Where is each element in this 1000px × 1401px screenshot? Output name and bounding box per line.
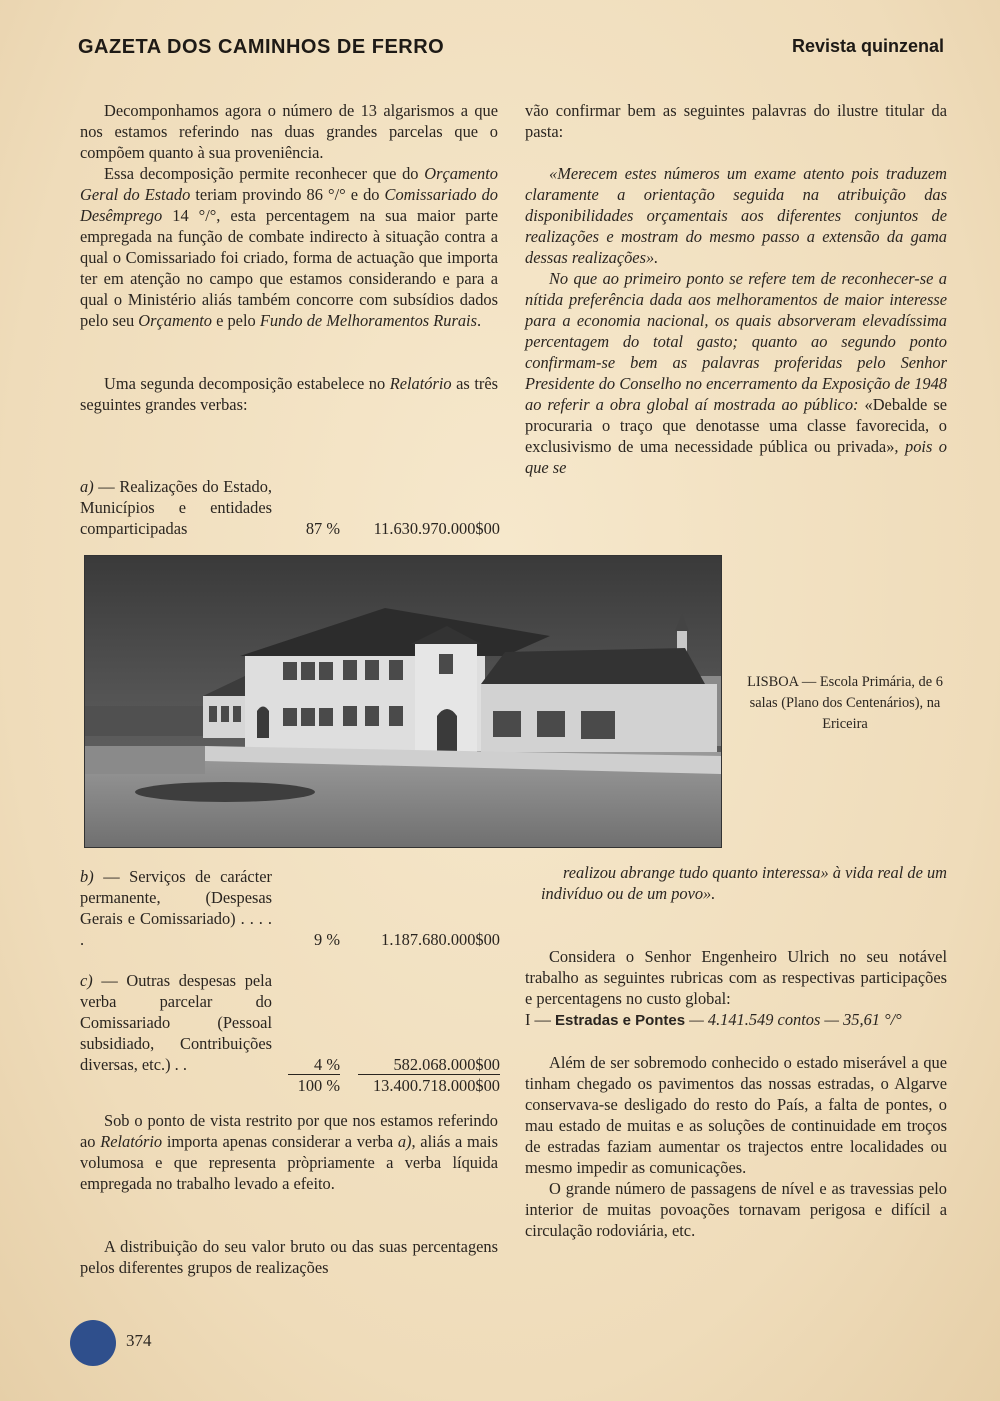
- verba-percent: 4 %: [314, 1055, 340, 1074]
- quote-paragraph: «Merecem estes números um exame atento pois traduzem claramente a orientação seguida na atribuição das disponibilidades orçamentais aos diferentes conjuntos de realizações e mostram do mesmo passo a extensão da gama dessas realizações».: [525, 164, 947, 267]
- total-value: 13.400.718.000$00: [372, 1076, 500, 1095]
- verba-b: [80, 866, 500, 950]
- paragraph: Decomponhamos agora o número de 13 algarismos a que nos estamos referindo nas duas grandes parcelas que o compõem quanto à sua proveniência.: [80, 101, 498, 162]
- paragraph: Considera o Senhor Engenheiro Ulrich no seu notável trabalho as seguintes rubricas com as respectivas participações e percentagens no custo global:: [525, 947, 947, 1008]
- paragraph: Essa decomposição permite reconhecer que do Orçamento Geral do Estado teriam provindo 86 °/° e do Comissariado do Desêmprego 14 °/°, esta percentagem na sua maior parte empregada na função de combate indirecto à situação contra a qual o Comissariado foi criado, forma de actuação que importa ter em atenção no campo que estamos considerando e para a qual o Ministério aliás também concorre com subsídios dados pelo seu Orçamento e pelo Fundo de Melhoramentos Rurais.: [80, 164, 498, 330]
- sum-rule: [358, 1074, 500, 1075]
- verba-label: a) — Realizações do Estado, Municípios e entidades comparticipadas: [80, 477, 272, 538]
- verba-value: 1.187.680.000$00: [381, 930, 500, 949]
- paragraph: O grande número de passagens de nível e as travessias pelo interior de muitas povoações tornavam perigosa e difícil a circulação rodoviária, etc.: [525, 1179, 947, 1240]
- verba-a: [80, 476, 500, 539]
- section-heading: I — Estradas e Pontes — 4.141.549 contos — 35,61 °/°: [525, 1010, 902, 1029]
- verba-label: c) — Outras despesas pela verba parcelar do Comissariado (Pessoal subsidiado, Contribuições diversas, etc.) . .: [80, 971, 272, 1074]
- right-column-bottom: [525, 862, 947, 1241]
- photo-caption: LISBOA — Escola Primária, de 6 salas (Plano dos Centenários), na Ericeira: [747, 674, 943, 732]
- paragraph: A distribuição do seu valor bruto ou das suas percentagens pelos diferentes grupos de realizações: [80, 1237, 498, 1277]
- page-number: 374: [126, 1331, 152, 1350]
- verba-percent: 9 %: [314, 930, 340, 949]
- verba-value: 582.068.000$00: [393, 1055, 500, 1074]
- page-marker-dot: [70, 1320, 116, 1366]
- school-photo: [84, 555, 722, 848]
- paragraph: vão confirmar bem as seguintes palavras do ilustre titular da pasta:: [525, 101, 947, 141]
- paragraph: No que ao primeiro ponto se refere tem de reconhecer-se a nítida preferência dada aos melhoramentos de maior interesse para a economia nacional, os quais absorveram elevadíssima percentagem do total gasto; quanto ao segundo ponto confirmam-se bem as palavras proferidas pelo Senhor Presidente do Conselho no encerramento da Exposição de 1948 ao referir a obra global aí mostrada ao público: «Debalde se procuraria o traço que denotasse uma classe favorecida, o exclusivismo de uma necessidade pública ou privada», pois o que se: [525, 269, 948, 477]
- verba-label: b) — Serviços de carácter permanente, (Despesas Gerais e Comissariado) . . . . .: [80, 867, 272, 949]
- sum-rule: [288, 1074, 340, 1075]
- total-percent: 100 %: [297, 1076, 340, 1095]
- verba-percent: 87 %: [305, 519, 340, 538]
- left-column-top: [80, 100, 498, 415]
- right-column-top: [525, 100, 947, 478]
- quote-paragraph: realizou abrange tudo quanto interessa» à vida real de um indivíduo ou de um povo».: [541, 863, 947, 903]
- journal-subtitle: Revista quinzenal: [791, 36, 944, 56]
- paragraph: Sob o ponto de vista restrito por que nos estamos referindo ao Relatório importa apenas considerar a verba a), aliás a mais volumosa e que representa pròpriamente a verba líquida empregada no trabalho levado a efeito.: [80, 1111, 498, 1193]
- paragraph: Além de ser sobremodo conhecido o estado miserável a que tinham chegado os pavimentos das nossas estradas, o Algarve conservava-se desligado do resto do País, a falta de pontes, o mau estado de muitas e as soluções de continuidade em troços de estradas faziam aumentar os trajectos entre localidades ou mesmo impedir as comunicações.: [525, 1053, 947, 1177]
- verba-c: [80, 970, 500, 1096]
- paragraph: Uma segunda decomposição estabelece no Relatório as três seguintes grandes verbas:: [80, 374, 499, 414]
- journal-title: GAZETA DOS CAMINHOS DE FERRO: [78, 36, 445, 58]
- left-column-bottom: [80, 1110, 498, 1278]
- verba-value: 11.630.970.000$00: [373, 519, 500, 538]
